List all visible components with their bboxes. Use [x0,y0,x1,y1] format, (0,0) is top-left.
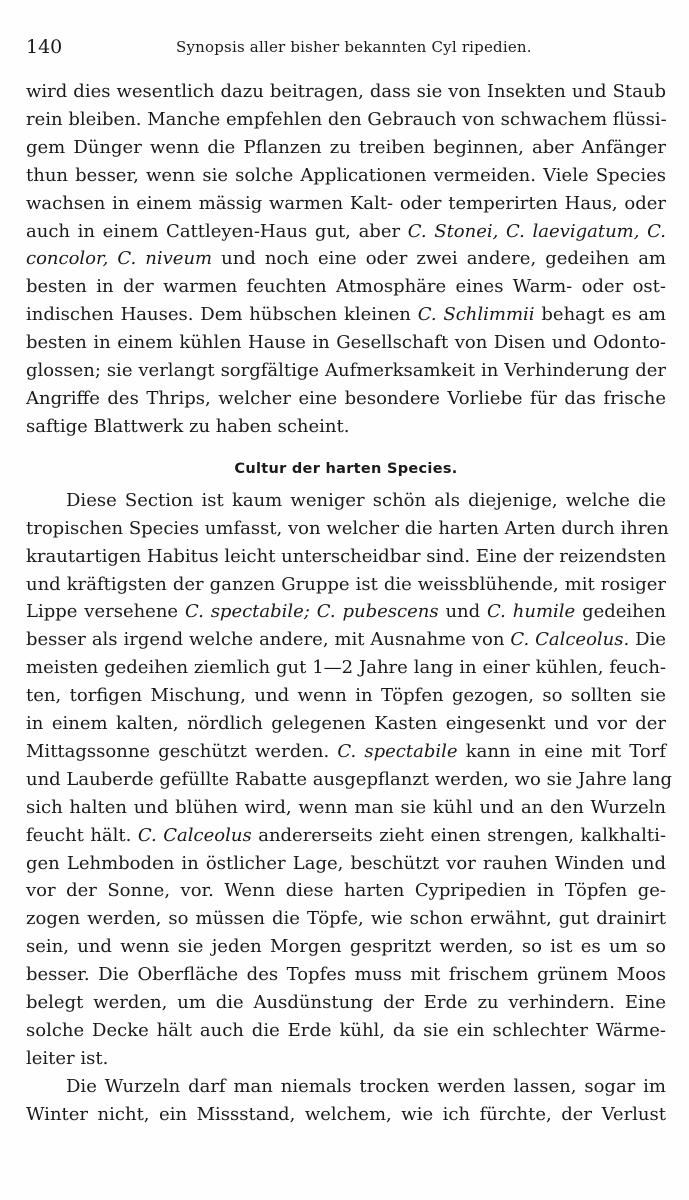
text-line: ten, torfigen Mischung, und wenn in Töpfen gezogen, so sollten sie [26,685,666,707]
section-heading: Cultur der harten Species. [234,460,458,477]
text-line: sein, und wenn sie jeden Morgen gespritzt werden, so ist es um so [26,936,666,958]
text-line: besten in einem kühlen Hause in Gesellschaft von Disen und Odonto- [26,332,666,354]
text-line: Mittagssonne geschützt werden. C. spectabile kann in eine mit Torf [26,740,666,762]
text-line: Diese Section ist kaum weniger schön als diejenige, welche die [66,489,666,511]
text-line: Angriffe des Thrips, welcher eine besondere Vorliebe für das frische [26,387,666,409]
text-line: Die Wurzeln darf man niemals trocken werden lassen, sogar im [66,1075,666,1097]
document-page [26,36,673,1129]
text-line: solche Decke hält auch die Erde kühl, da sie ein schlechter Wärme- [26,1020,666,1041]
text-line: wird dies wesentlich dazu beitragen, dass sie von Insekten und Staub [26,81,666,102]
paragraph-2 [26,487,673,1073]
text-line: Lippe versehene C. spectabile; C. pubescens und C. humile gedeihen [26,601,667,623]
text-line: leiter ist. [26,1047,109,1069]
running-head [26,36,666,66]
text-line: besser als irgend welche andere, mit Ausnahme von C. Calceolus. Die [26,629,666,651]
text-line: zogen werden, so müssen die Töpfe, wie schon erwähnt, gut drainirt [26,908,666,930]
running-title: Synopsis aller bisher bekannten Cyl ripedien. [176,38,532,56]
text-line: und kräftigsten der ganzen Gruppe ist die weissblühende, mit rosiger [26,573,666,595]
text-line: tropischen Species umfasst, von welcher die harten Arten durch ihren [26,517,669,539]
text-line: und Lauberde gefüllte Rabatte ausgepflanzt werden, wo sie Jahre lang [26,768,673,790]
text-line: krautartigen Habitus leicht unterscheidbar sind. Eine der reizendsten [26,545,667,567]
paragraph-1 [26,78,666,441]
text-line: Winter nicht, ein Missstand, welchem, wie ich fürchte, der Verlust [26,1103,666,1125]
text-line: wachsen in einem mässig warmen Kalt- oder temperirten Haus, oder [26,192,666,214]
text-line: in einem kalten, nördlich gelegenen Kasten eingesenkt und vor der [26,713,666,735]
text-line: rein bleiben. Manche empfehlen den Gebrauch von schwachem flüssi- [26,108,667,130]
text-line: indischen Hauses. Dem hübschen kleinen C. Schlimmii behagt es am [26,304,667,326]
text-line: vor der Sonne, vor. Wenn diese harten Cypripedien in Töpfen ge- [26,880,666,902]
paragraph-3 [26,1073,666,1129]
text-line: besten in der warmen feuchten Atmosphäre eines Warm- oder ost- [26,276,666,298]
text-line: thun besser, wenn sie solche Applicationen vermeiden. Viele Species [26,164,666,186]
text-line: belegt werden, um die Ausdünstung der Erde zu verhindern. Eine [26,992,666,1014]
text-line: besser. Die Oberfläche des Topfes muss mit frischem grünem Moos [26,964,666,986]
text-line: feucht hält. C. Calceolus andererseits zieht einen strengen, kalkhalti- [26,824,666,846]
text-line: meisten gedeihen ziemlich gut 1—2 Jahre lang in einer kühlen, feuch- [26,657,666,679]
page-number: 140 [26,36,63,58]
text-line: glossen; sie verlangt sorgfältige Aufmerksamkeit in Verhinderung der [26,360,666,382]
text-line: sich halten und blühen wird, wenn man sie kühl und an den Wurzeln [26,796,666,818]
text-line: concolor, C. niveum und noch eine oder zwei andere, gedeihen am [26,248,666,270]
text-line: gen Lehmboden in östlicher Lage, beschützt vor rauhen Winden und [26,852,666,874]
text-line: gem Dünger wenn die Pflanzen zu treiben beginnen, aber Anfänger [26,136,666,158]
text-line: saftige Blattwerk zu haben scheint. [26,415,350,437]
text-line: auch in einem Cattleyen-Haus gut, aber C. Stonei, C. laevigatum, C. [26,220,666,242]
